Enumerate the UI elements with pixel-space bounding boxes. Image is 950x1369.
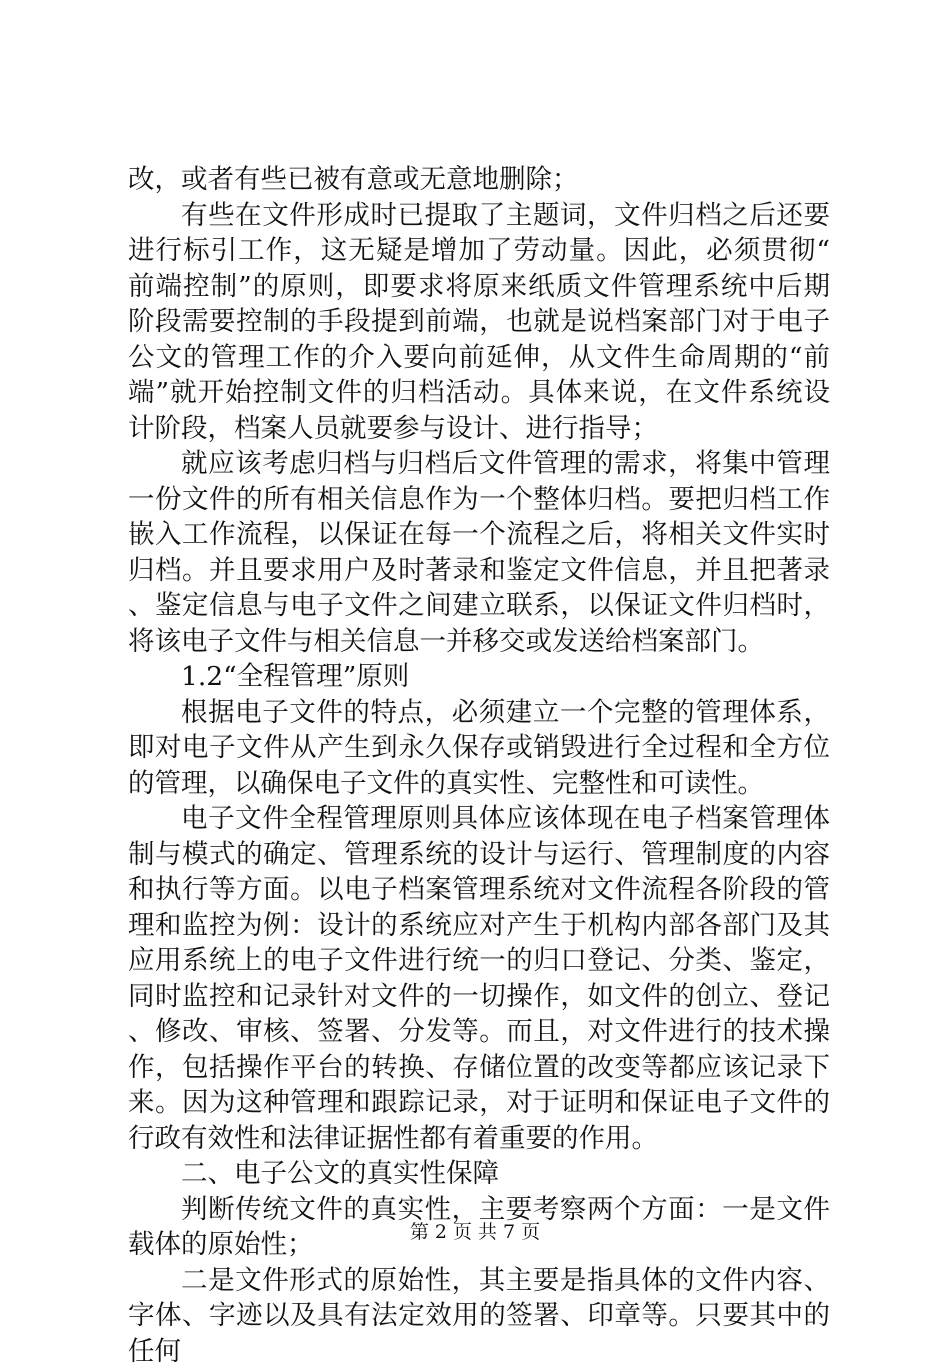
- page-number-footer: 第 2 页 共 7 页: [0, 1217, 950, 1244]
- section-heading: 二、电子公文的真实性保障: [128, 1156, 830, 1192]
- paragraph: 就应该考虑归档与归档后文件管理的需求，将集中管理一份文件的所有相关信息作为一个整体归档。要把归档工作嵌入工作流程，以保证在每一个流程之后，将相关文件实时归档。并且要求用户及时著录和鉴定文件信息，并且把著录、鉴定信息与电子文件之间建立联系，以保证文件归档时，将该电子文件与相关信息一并移交或发送给档案部门。: [128, 446, 830, 659]
- paragraph: 二是文件形式的原始性，其主要是指具体的文件内容、字体、字迹以及具有法定效用的签署、印章等。只要其中的任何: [128, 1263, 830, 1369]
- section-heading: 1.2“全程管理”原则: [128, 659, 830, 695]
- paragraph: 根据电子文件的特点，必须建立一个完整的管理体系，即对电子文件从产生到永久保存或销毁进行全过程和全方位的管理，以确保电子文件的真实性、完整性和可读性。: [128, 695, 830, 802]
- paragraph: 改，或者有些已被有意或无意地删除；: [128, 162, 830, 198]
- paragraph: 电子文件全程管理原则具体应该体现在电子档案管理体制与模式的确定、管理系统的设计与运行、管理制度的内容和执行等方面。以电子档案管理系统对文件流程各阶段的管理和监控为例：设计的系统应对产生于机构内部各部门及其应用系统上的电子文件进行统一的归口登记、分类、鉴定，同时监控和记录针对文件的一切操作，如文件的创立、登记、修改、审核、签署、分发等。而且，对文件进行的技术操作，包括操作平台的转换、存储位置的改变等都应该记录下来。因为这种管理和跟踪记录，对于证明和保证电子文件的行政有效性和法律证据性都有着重要的作用。: [128, 801, 830, 1156]
- document-body: [128, 162, 830, 1369]
- paragraph: 判断传统文件的真实性，主要考察两个方面：一是文件载体的原始性；: [128, 1192, 830, 1263]
- paragraph: 有些在文件形成时已提取了主题词，文件归档之后还要进行标引工作，这无疑是增加了劳动量。因此，必须贯彻“前端控制”的原则，即要求将原来纸质文件管理系统中后期阶段需要控制的手段提到前端，也就是说档案部门对于电子公文的管理工作的介入要向前延伸，从文件生命周期的“前端”就开始控制文件的归档活动。具体来说，在文件系统设计阶段，档案人员就要参与设计、进行指导；: [128, 198, 830, 447]
